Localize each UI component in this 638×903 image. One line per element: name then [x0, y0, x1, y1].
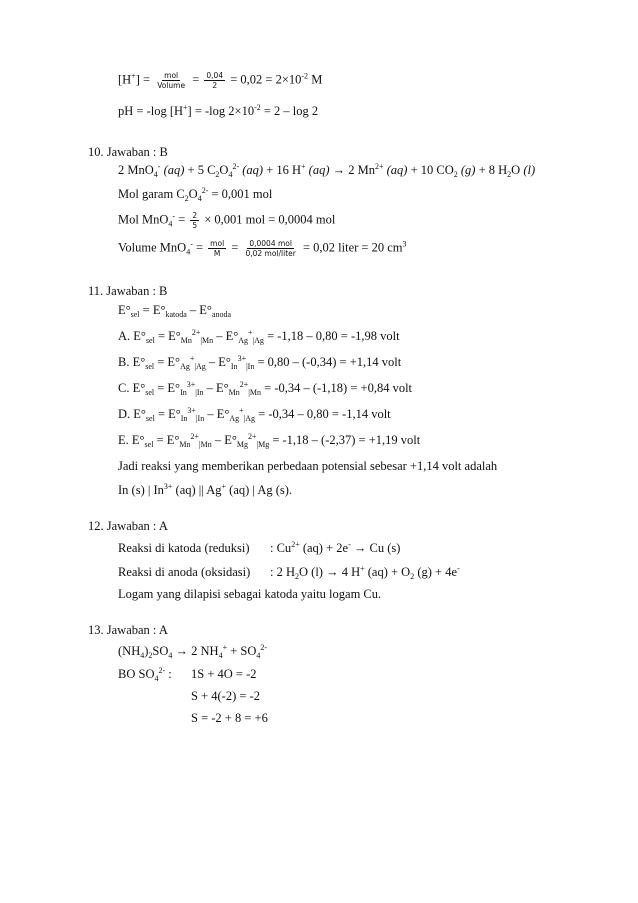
sub: sel — [145, 388, 155, 397]
text: = — [192, 72, 200, 87]
arrow-icon: → — [172, 644, 192, 658]
sup: + — [360, 564, 365, 573]
sup: -2 — [301, 71, 309, 81]
text: = E° — [154, 355, 181, 369]
q11-option-e — [118, 432, 420, 448]
text: (aq) — [305, 163, 330, 177]
sub: sel — [145, 414, 155, 423]
fraction-value — [204, 71, 225, 90]
sub: 4 — [218, 651, 223, 660]
text: + 5 C — [184, 163, 216, 177]
text: Reaksi di katoda (reduksi) — [118, 541, 250, 555]
numerator: 2 — [192, 211, 198, 220]
sub: Ag — [180, 362, 190, 371]
q10-mol-garam — [118, 186, 272, 202]
arrow-icon: → — [322, 565, 342, 579]
q11-option-b — [118, 354, 401, 370]
text: = — [192, 240, 204, 255]
text: – E° — [205, 355, 231, 369]
text: (aq) + O — [364, 565, 411, 579]
denominator: 0,02 mol/liter — [245, 249, 296, 258]
numerator: mol — [164, 71, 179, 80]
text: (aq) + 2e — [299, 541, 349, 555]
sub: |In — [195, 414, 205, 423]
text: (NH — [118, 644, 141, 658]
sub: sel — [145, 336, 155, 345]
sup: 2+ — [247, 432, 257, 441]
denominator: Volume — [157, 81, 186, 90]
sub: anoda — [211, 310, 232, 319]
ph-line — [118, 103, 318, 119]
arrow-icon: → — [329, 163, 349, 177]
text: O — [219, 163, 229, 177]
sub: 4 — [186, 247, 191, 257]
q11-option-c — [118, 380, 412, 396]
numerator: 0,04 — [206, 71, 224, 80]
text: 2 MnO — [118, 163, 154, 177]
arrow-icon: → — [350, 541, 370, 555]
sup: + — [221, 482, 227, 491]
sup: -2 — [254, 103, 261, 112]
text: E° — [118, 303, 131, 317]
text: = — [175, 212, 186, 227]
sub: 2 — [410, 572, 415, 581]
text: O (l) — [299, 565, 323, 579]
q13-heading: 13. Jawaban : A — [88, 623, 168, 637]
text: [H — [118, 72, 132, 87]
text: 4 H — [341, 565, 361, 579]
sup: 2+ — [239, 380, 249, 389]
text: D. E° — [118, 407, 146, 421]
sub: Mn — [179, 440, 191, 449]
sub: Ag — [238, 336, 249, 345]
q11-heading: 11. Jawaban : B — [88, 284, 168, 298]
text: ] = -log 2×10 — [187, 104, 255, 118]
sup: + — [239, 406, 244, 415]
sub: |Ag — [243, 414, 256, 423]
sup: - — [190, 239, 193, 249]
sub: |Ag — [252, 336, 264, 345]
fraction-mol-volume — [155, 71, 187, 90]
sup: - — [457, 564, 460, 573]
sup: - — [157, 162, 161, 171]
q10-mol-mno4 — [118, 211, 335, 230]
denominator: 5 — [192, 221, 198, 230]
text: – E° — [203, 381, 229, 395]
q12-katoda — [118, 540, 400, 556]
sub: 4 — [154, 674, 159, 683]
sub: 4 — [153, 170, 158, 179]
bo-label — [118, 666, 191, 682]
text: : — [165, 667, 172, 681]
text: O — [188, 187, 198, 201]
sub: Mn — [180, 336, 192, 345]
sup: 3+ — [186, 380, 196, 389]
text: = E° — [139, 303, 166, 317]
denominator: 2 — [212, 81, 218, 90]
q13-reaction — [118, 643, 267, 659]
sup: 3+ — [163, 482, 173, 491]
text: : 2 H — [270, 565, 295, 579]
sup: + — [248, 328, 253, 337]
text: = E° — [154, 407, 181, 421]
text: (aq) — [239, 163, 264, 177]
text: (aq) | Ag (s). — [226, 483, 293, 497]
text: B. E° — [118, 355, 146, 369]
q12-heading: 12. Jawaban : A — [88, 519, 168, 533]
sub: 4 — [197, 194, 202, 203]
text: = 0,80 – (-0,34) = +1,14 volt — [254, 355, 402, 369]
q12-conclusion: Logam yang dilapisi sebagai katoda yaitu logam Cu. — [118, 587, 382, 601]
text: = -0,34 – 0,80 = -1,14 volt — [255, 407, 391, 421]
text: (g) — [457, 163, 476, 177]
sub: katoda — [165, 310, 187, 319]
sub: 4 — [140, 651, 145, 660]
fraction-volume-value — [243, 239, 297, 258]
text: In (s) | In — [118, 483, 164, 497]
text: (aq) — [160, 163, 185, 177]
text: × 0,001 mol = 0,0004 mol — [204, 212, 336, 227]
sup: + — [222, 643, 228, 652]
sup: 2- — [201, 186, 209, 195]
text: ] = — [135, 72, 151, 87]
q11-formula — [118, 302, 231, 318]
sup: + — [301, 162, 306, 171]
numerator: mol — [210, 239, 225, 248]
text: – E° — [186, 303, 212, 317]
text: = E° — [154, 381, 181, 395]
sub: In — [180, 388, 187, 397]
sub: 4 — [228, 170, 233, 179]
text: (g) + 4e — [414, 565, 458, 579]
q11-conclusion: Jadi reaksi yang memberikan perbedaan potensial sebesar +1,14 volt adalah — [118, 459, 498, 473]
sub: sel — [130, 310, 140, 319]
text: – E° — [204, 407, 230, 421]
sup: 2+ — [375, 162, 384, 171]
text: = 2 – log 2 — [260, 104, 319, 118]
sub: |Mn — [200, 336, 214, 345]
h-concentration-line — [118, 71, 322, 90]
text: = -1,18 – 0,80 = -1,98 volt — [263, 329, 400, 343]
sub: 2 — [184, 194, 189, 203]
sub: 4 — [256, 651, 261, 660]
text: E. E° — [118, 433, 145, 447]
sub: 4 — [168, 219, 173, 229]
q13-bo-line2: S + 4(-2) = -2 — [191, 689, 260, 703]
sup: - — [172, 211, 176, 221]
numerator: 0,0004 mol — [249, 239, 292, 248]
text: pH = -log [H — [118, 104, 184, 118]
text: Reaksi di anoda (oksidasi) — [118, 565, 251, 579]
sub: 2 — [295, 572, 299, 581]
text: + 10 CO — [407, 163, 454, 177]
sup: 3 — [402, 239, 407, 249]
bo-step: 1S + 4O = -2 — [191, 667, 257, 681]
text: O — [511, 163, 521, 177]
q13-bo-line1 — [118, 666, 257, 682]
text: Mol MnO — [118, 212, 169, 227]
sub: Mn — [228, 388, 240, 397]
text: M — [308, 72, 323, 87]
text: = E° — [153, 433, 180, 447]
text: Mol garam C — [118, 187, 185, 201]
text: Volume MnO — [118, 240, 187, 255]
sub: In — [230, 362, 238, 371]
text: BO SO — [118, 667, 155, 681]
sub: 2 — [453, 170, 458, 179]
q10-reaction — [118, 162, 535, 178]
q13-bo-line3: S = -2 + 8 = +6 — [191, 711, 268, 725]
q11-option-d — [118, 406, 391, 422]
text: = -1,18 – (-2,37) = +1,19 volt — [269, 433, 421, 447]
fraction-mol-m — [208, 239, 226, 258]
sup: + — [189, 354, 195, 363]
text: (aq) || Ag — [172, 483, 222, 497]
text: A. E° — [118, 329, 146, 343]
sup: 2- — [158, 666, 166, 675]
text: SO — [152, 644, 169, 658]
text: = — [231, 240, 239, 255]
sub: 2 — [215, 170, 220, 179]
sup: 2+ — [291, 540, 300, 549]
denominator: M — [213, 249, 221, 258]
q12-anoda — [118, 564, 460, 580]
text: = 0,02 = 2×10 — [230, 72, 302, 87]
sup: - — [348, 540, 351, 549]
text: – E° — [211, 433, 237, 447]
sup: 2+ — [191, 328, 201, 337]
text: (aq) — [383, 163, 408, 177]
sub: Ag — [229, 414, 240, 423]
q11-option-a — [118, 328, 400, 344]
fraction-two-fifths — [190, 211, 199, 230]
sub: |In — [246, 362, 255, 371]
q11-cell-notation — [118, 482, 292, 498]
text: + SO — [227, 644, 257, 658]
sup: 3+ — [187, 406, 196, 415]
text: C. E° — [118, 381, 146, 395]
q10-heading: 10. Jawaban : B — [88, 145, 168, 159]
text: 2 NH — [191, 644, 219, 658]
sub: Mg — [236, 440, 248, 449]
text: + 16 H — [263, 163, 302, 177]
text: Cu (s) — [369, 541, 401, 555]
sub: |Mn — [248, 388, 262, 397]
sub: 4 — [168, 651, 173, 660]
q10-volume — [118, 239, 407, 258]
sub: |In — [195, 388, 204, 397]
sub: In — [180, 414, 188, 423]
sup: + — [131, 71, 136, 81]
text: (l) — [520, 163, 536, 177]
text: 2 Mn — [348, 163, 375, 177]
text: – E° — [213, 329, 239, 343]
text: = 0,02 liter = 20 cm — [303, 240, 403, 255]
sup: 2- — [260, 643, 268, 652]
sub: |Ag — [194, 362, 206, 371]
text: = -0,34 – (-1,18) = +0,84 volt — [261, 381, 413, 395]
sup: + — [183, 103, 188, 112]
text: = E° — [154, 329, 181, 343]
text: + 8 H — [475, 163, 508, 177]
text: = 0,001 mol — [208, 187, 273, 201]
sup: 2- — [232, 162, 240, 171]
sup: 2+ — [190, 432, 199, 441]
sub: 2 — [148, 651, 153, 660]
text: ) — [144, 644, 149, 658]
sub: sel — [145, 362, 155, 371]
sub: 2 — [507, 170, 512, 179]
sub: sel — [144, 440, 154, 449]
sup: 3+ — [237, 354, 247, 363]
text: : Cu — [270, 541, 292, 555]
sub: |Mg — [256, 440, 270, 449]
sub: |Mn — [199, 440, 212, 449]
